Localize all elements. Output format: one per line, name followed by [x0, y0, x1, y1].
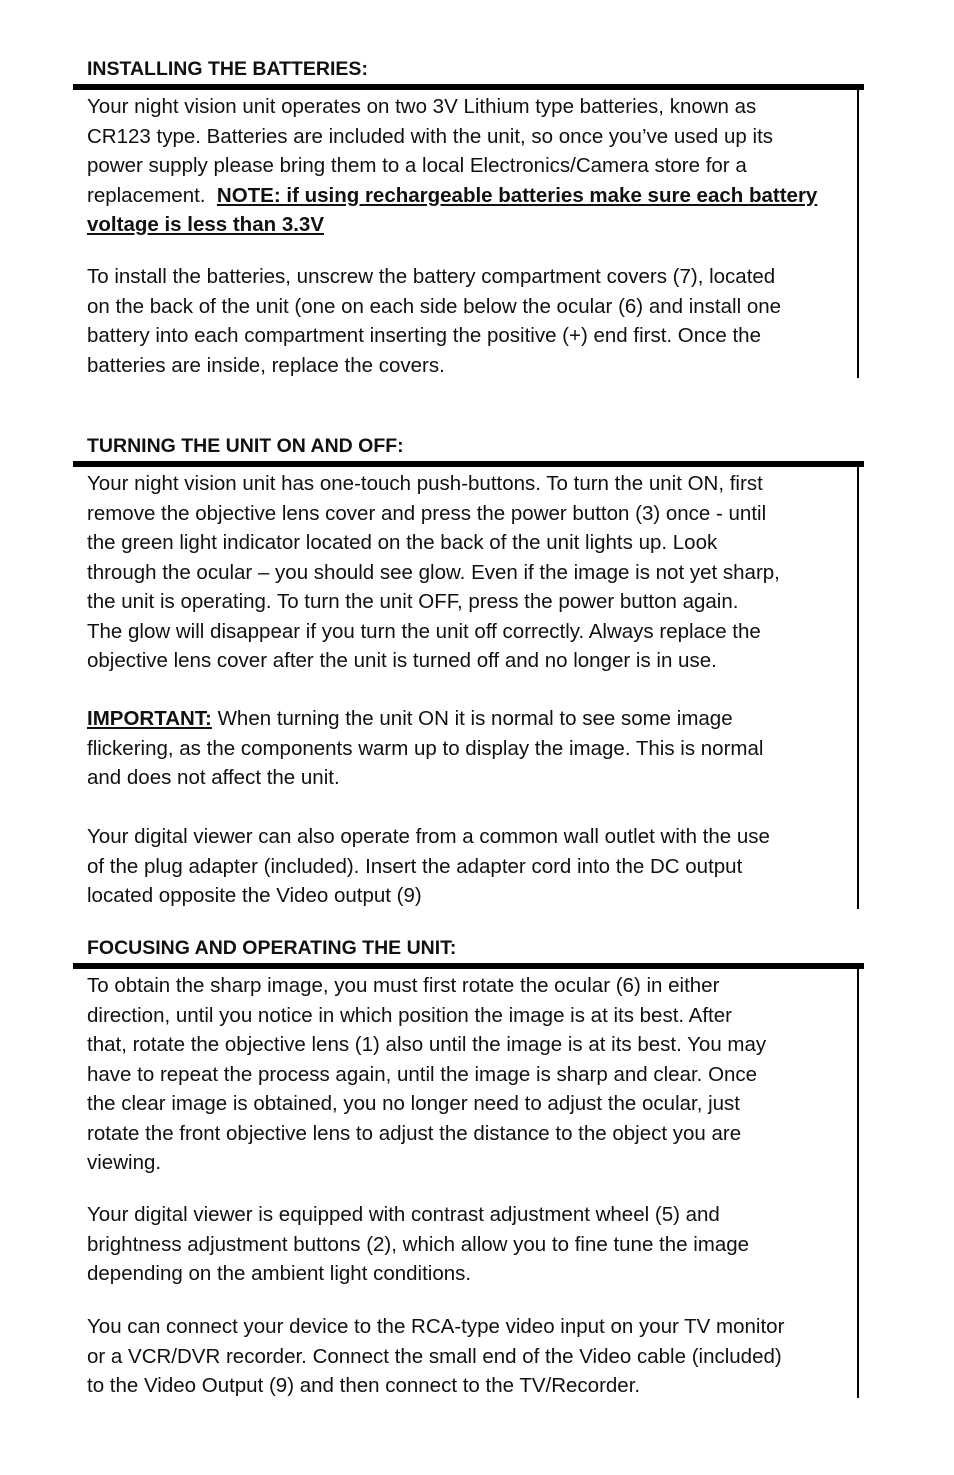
battery-voltage-note: NOTE: if using rechargeable batteries make sure each battery	[216, 183, 818, 207]
text-line: To obtain the sharp image, you must first rotate the ocular (6) in either	[87, 974, 720, 997]
text-line: remove the objective lens cover and press the power button (3) once - until	[87, 501, 767, 525]
text-line	[87, 181, 849, 211]
text-line: the unit is operating. To turn the unit OFF, press the power button again.	[87, 590, 739, 613]
text-line: Your digital viewer is equipped with contrast adjustment wheel (5) and	[87, 1203, 720, 1226]
text-line: The glow will disappear if you turn the unit off correctly. Always replace the	[87, 619, 761, 643]
text-line: batteries are inside, replace the covers.	[87, 353, 445, 377]
section-border-focusing	[857, 963, 859, 1398]
text-line: have to repeat the process again, until the image is sharp and clear. Once	[87, 1062, 758, 1086]
section-border-batteries	[857, 84, 859, 378]
text-line: rotate the front objective lens to adjust the distance to the object you are	[87, 1121, 742, 1145]
text-line: Your night vision unit has one-touch push-buttons. To turn the unit ON, first	[87, 472, 763, 495]
paragraph-power-instructions	[87, 469, 849, 676]
text-line: the green light indicator located on the back of the unit lights up. Look	[87, 531, 718, 554]
section-heading-focusing: FOCUSING AND OPERATING THE UNIT:	[87, 937, 457, 959]
battery-voltage-note-cont: voltage is less than 3.3V	[87, 213, 324, 236]
section-rule-focusing	[73, 963, 864, 969]
text-fragment: replacement.	[87, 183, 217, 207]
paragraph-focusing	[87, 971, 849, 1178]
text-line: CR123 type. Batteries are included with the unit, so once you’ve used up its	[87, 124, 774, 148]
text-line: or a VCR/DVR recorder. Connect the small end of the Video cable (included)	[87, 1344, 782, 1368]
paragraph-video-connection	[87, 1312, 849, 1401]
section-rule-power	[73, 461, 864, 467]
paragraph-important-note	[87, 704, 849, 793]
text-line: depending on the ambient light conditions.	[87, 1262, 472, 1285]
text-line: You can connect your device to the RCA-type video input on your TV monitor	[87, 1315, 785, 1338]
text-fragment: When turning the unit ON it is normal to see some image	[211, 707, 733, 730]
text-line: flickering, as the components warm up to display the image. This is normal	[87, 736, 764, 760]
section-border-power	[857, 461, 859, 909]
text-line: direction, until you notice in which position the image is at its best. After	[87, 1003, 732, 1027]
section-heading-power: TURNING THE UNIT ON AND OFF:	[87, 435, 404, 457]
text-line: located opposite the Video output (9)	[87, 884, 422, 907]
text-line: Your digital viewer can also operate from a common wall outlet with the use	[87, 825, 770, 848]
text-line: that, rotate the objective lens (1) also until the image is at its best. You may	[87, 1033, 767, 1056]
paragraph-battery-intro	[87, 92, 849, 240]
text-line: objective lens cover after the unit is turned off and no longer is in use.	[87, 649, 717, 672]
text-line: to the Video Output (9) and then connect to the TV/Recorder.	[87, 1374, 641, 1397]
text-line: on the back of the unit (one on each side below the ocular (6) and install one	[87, 294, 782, 318]
text-line: Your night vision unit operates on two 3V Lithium type batteries, known as	[87, 95, 757, 118]
text-line	[87, 210, 849, 240]
paragraph-wall-outlet	[87, 822, 849, 911]
paragraph-adjustments	[87, 1200, 849, 1289]
text-line: power supply please bring them to a local Electronics/Camera store for a	[87, 154, 747, 177]
text-line: viewing.	[87, 1151, 162, 1174]
paragraph-battery-install	[87, 262, 849, 380]
text-line: and does not affect the unit.	[87, 766, 340, 789]
text-line: through the ocular – you should see glow. Even if the image is not yet sharp,	[87, 560, 780, 584]
section-rule-batteries	[73, 84, 864, 90]
text-line: the clear image is obtained, you no longer need to adjust the ocular, just	[87, 1092, 741, 1115]
text-line: To install the batteries, unscrew the battery compartment covers (7), located	[87, 265, 776, 288]
text-line: of the plug adapter (included). Insert the adapter cord into the DC output	[87, 854, 743, 878]
text-line: battery into each compartment inserting the positive (+) end first. Once the	[87, 324, 761, 347]
text-line: brightness adjustment buttons (2), which allow you to fine tune the image	[87, 1232, 750, 1256]
text-line	[87, 704, 849, 734]
important-label: IMPORTANT:	[87, 707, 212, 730]
section-heading-batteries: INSTALLING THE BATTERIES:	[87, 58, 368, 80]
